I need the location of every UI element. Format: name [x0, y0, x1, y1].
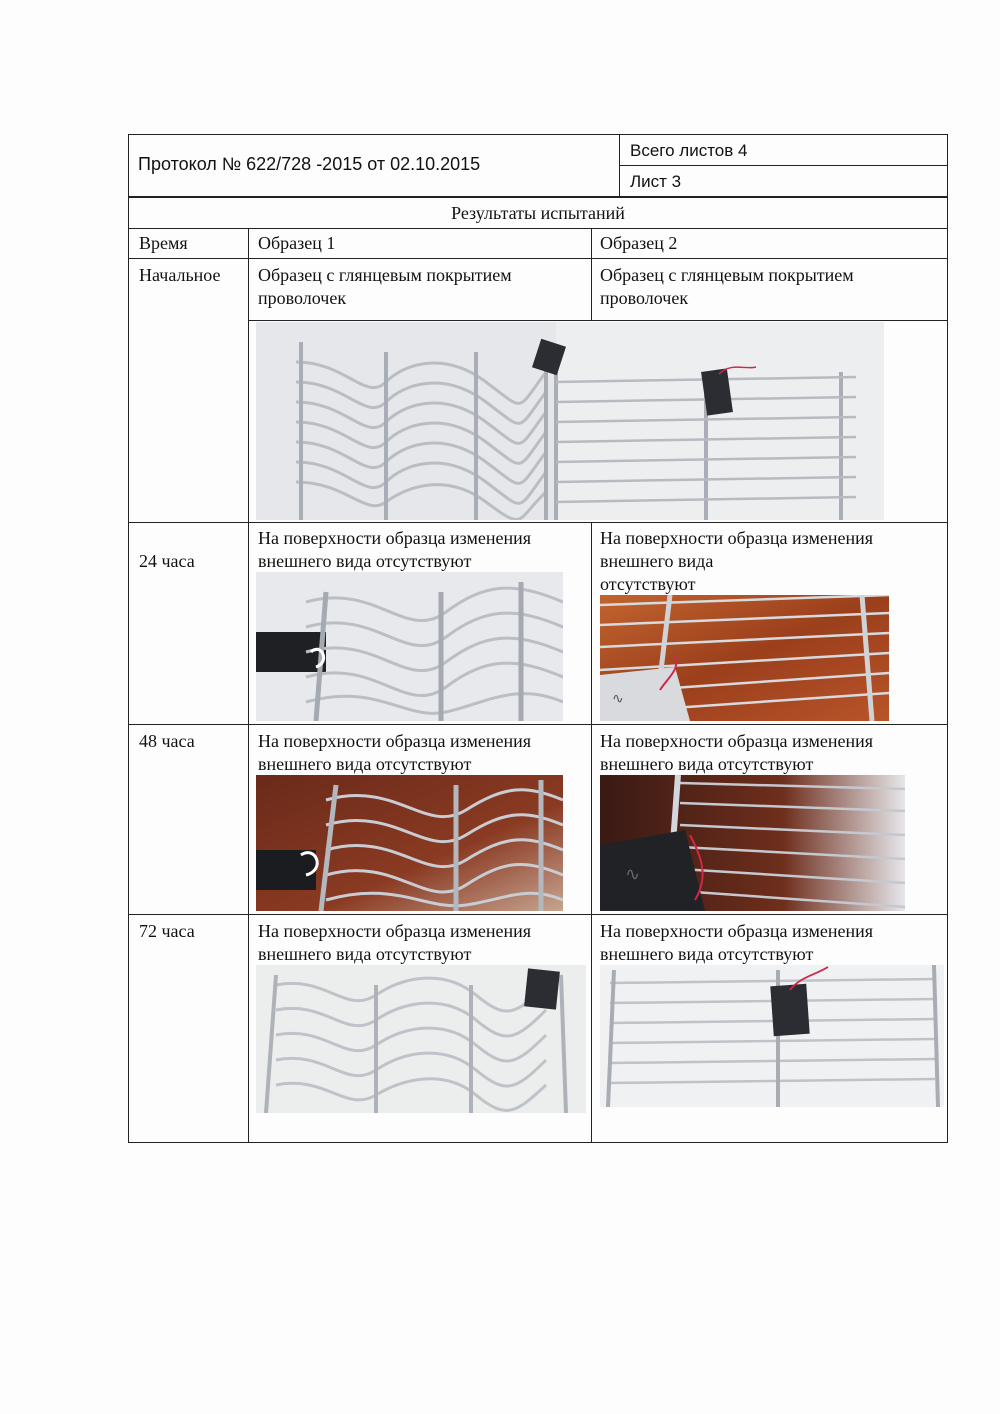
row-72h-sample-1-text: [258, 920, 531, 966]
svg-text:∿: ∿: [612, 691, 624, 707]
col-divider-2-top: [591, 228, 592, 320]
row-72h-sample-1-line-1: На поверхности образца изменения: [258, 921, 531, 941]
row-48h-sample-2-line-1: На поверхности образца изменения: [600, 731, 873, 751]
table-title: Результаты испытаний: [451, 203, 625, 223]
row-initial-sample-2-line-2: проволочек: [600, 288, 689, 308]
row-24h-sample-1-line-1: На поверхности образца изменения: [258, 528, 531, 548]
sheet-number: Лист 3: [630, 172, 682, 191]
row-48h-bottom: [128, 914, 948, 915]
row-48h-sample-1-line-2: внешнего вида отсутствуют: [258, 754, 472, 774]
row-initial-sample-1-line-2: проволочек: [258, 288, 347, 308]
photo-24h-sample-1: [256, 572, 563, 721]
header-right-divider: [619, 165, 948, 166]
row-24h-sample-2-line-3: отсутствуют: [600, 574, 696, 594]
row-24h-sample-2-line-2: внешнего вида: [600, 551, 714, 571]
photo-72h-sample-1: [256, 965, 586, 1113]
svg-text:∿: ∿: [625, 864, 641, 885]
row-48h-time: 48 часа: [139, 731, 195, 751]
row-24h-sample-1-text: [258, 527, 531, 573]
row-initial-sample-2-text: [600, 264, 854, 310]
col-divider-1: [248, 228, 249, 1143]
header-row-bottom: [128, 258, 948, 259]
protocol-number: Протокол № 622/728 -2015 от 02.10.2015: [138, 154, 481, 174]
row-24h-sample-2-text: [600, 527, 873, 596]
row-initial-time: Начальное: [139, 265, 221, 285]
row-48h-sample-2-line-2: внешнего вида отсутствуют: [600, 754, 814, 774]
row-48h-sample-2-text: [600, 730, 873, 776]
row-initial-text-bottom: [248, 320, 948, 321]
row-initial-sample-1-line-1: Образец с глянцевым покрытием: [258, 265, 512, 285]
row-24h-sample-2-line-1: На поверхности образца изменения: [600, 528, 873, 548]
col-divider-2-bottom: [591, 522, 592, 1143]
row-72h-sample-2-line-1: На поверхности образца изменения: [600, 921, 873, 941]
photo-initial-samples: [256, 322, 884, 520]
column-header-sample-1: Образец 1: [258, 233, 336, 253]
photo-48h-sample-2: [600, 775, 905, 911]
photo-72h-sample-2: [600, 965, 944, 1107]
row-24h-time: 24 часа: [139, 551, 195, 571]
row-24h-bottom: [128, 724, 948, 725]
photo-24h-sample-2: [600, 595, 889, 721]
row-72h-time: 72 часа: [139, 921, 195, 941]
row-72h-sample-2-text: [600, 920, 873, 966]
column-header-time: Время: [139, 233, 188, 253]
total-sheets: Всего листов 4: [630, 141, 748, 160]
row-initial-bottom: [128, 522, 948, 523]
column-header-sample-2: Образец 2: [600, 233, 678, 253]
row-24h-sample-1-line-2: внешнего вида отсутствуют: [258, 551, 472, 571]
title-row-bottom: [128, 228, 948, 229]
row-48h-sample-1-text: [258, 730, 531, 776]
row-initial-sample-1-text: [258, 264, 512, 310]
row-initial-sample-2-line-1: Образец с глянцевым покрытием: [600, 265, 854, 285]
row-72h-sample-1-line-2: внешнего вида отсутствуют: [258, 944, 472, 964]
photo-48h-sample-1: [256, 775, 563, 911]
row-72h-sample-2-line-2: внешнего вида отсутствуют: [600, 944, 814, 964]
row-48h-sample-1-line-1: На поверхности образца изменения: [258, 731, 531, 751]
